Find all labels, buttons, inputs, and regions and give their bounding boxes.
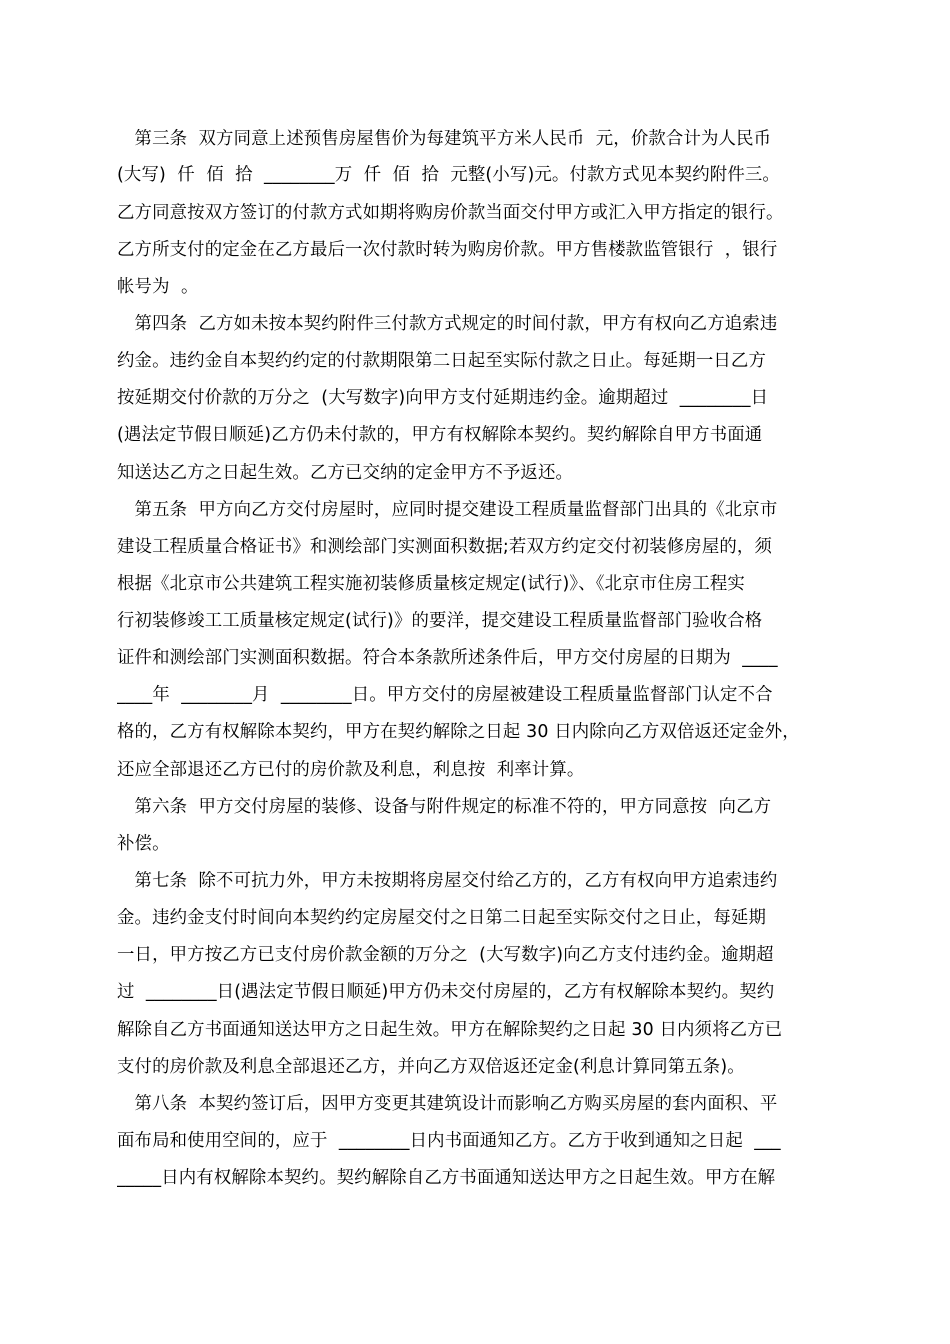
text-line: 格的，乙方有权解除本契约，甲方在契约解除之日起 30 日内除向乙方双倍返还定金外， [117, 722, 800, 742]
text-line: 根据《北京市公共建筑工程实施初装修质量核定规定(试行)》、《北京市住房工程实 [117, 574, 745, 594]
text-line: 知送达乙方之日起生效。乙方已交纳的定金甲方不予返还。 [117, 463, 574, 483]
text-line: (大写) 仟 佰 拾 ________万 仟 佰 拾 元整(小写)元。付款方式见本契约附件三。 [117, 165, 780, 185]
text-line: 行初装修竣工工质量核定规定(试行)》的要洋，提交建设工程质量监督部门验收合格 [117, 611, 763, 631]
text-line: 补偿。 [117, 834, 170, 854]
text-line: 按延期交付价款的万分之 (大写数字)向甲方支付延期违约金。逾期超过 ________日 [117, 388, 769, 408]
text-line: 建设工程质量合格证书》和测绘部门实测面积数据;若双方约定交付初装修房屋的，须 [117, 537, 773, 557]
text-line: 乙方所支付的定金在乙方最后一次付款时转为购房价款。甲方售楼款监管银行 ，银行 [117, 240, 778, 260]
text-line: 第三条 双方同意上述预售房屋售价为每建筑平方米人民币 元，价款合计为人民币 [117, 129, 772, 149]
text-line: 支付的房价款及利息全部退还乙方，并向乙方双倍返还定金(利息计算同第五条)。 [117, 1057, 745, 1077]
text-line: 第七条 除不可抗力外，甲方未按期将房屋交付给乙方的，乙方有权向甲方追索违约 [117, 871, 778, 891]
text-line: 乙方同意按双方签订的付款方式如期将购房价款当面交付甲方或汇入甲方指定的银行。 [117, 203, 784, 223]
text-line: 面布局和使用空间的，应于 ________日内书面通知乙方。乙方于收到通知之日起 ___ [117, 1131, 781, 1151]
text-line: 金。违约金支付时间向本契约约定房屋交付之日第二日起至实际交付之日止，每延期 [117, 908, 767, 928]
text-line: 约金。违约金自本契约约定的付款期限第二日起至实际付款之日止。每延期一日乙方 [117, 351, 767, 371]
text-line: (遇法定节假日顺延)乙方仍未付款的，甲方有权解除本契约。契约解除自甲方书面通 [117, 425, 763, 445]
text-line: ____年 ________月 ________日。甲方交付的房屋被建设工程质量监督部门认定不合 [117, 685, 773, 705]
text-line: 过 ________日(遇法定节假日顺延)甲方仍未交付房屋的，乙方有权解除本契约。契约 [117, 982, 775, 1002]
text-line: 第八条 本契约签订后，因甲方变更其建筑设计而影响乙方购买房屋的套内面积、平 [117, 1094, 778, 1114]
text-line: 证件和测绘部门实测面积数据。符合本条款所述条件后，甲方交付房屋的日期为 ____ [117, 648, 778, 668]
text-line: 第四条 乙方如未按本契约附件三付款方式规定的时间付款，甲方有权向乙方追索违 [117, 314, 778, 334]
text-line: 第五条 甲方向乙方交付房屋时，应同时提交建设工程质量监督部门出具的《北京市 [117, 500, 778, 520]
text-line: 一日，甲方按乙方已支付房价款金额的万分之 (大写数字)向乙方支付违约金。逾期超 [117, 945, 774, 965]
text-line: 第六条 甲方交付房屋的装修、设备与附件规定的标准不符的，甲方同意按 向乙方 [117, 797, 772, 817]
text-line: 解除自乙方书面通知送达甲方之日起生效。甲方在解除契约之日起 30 日内须将乙方已 [117, 1020, 783, 1040]
text-line: 帐号为 。 [117, 277, 199, 297]
text-line: 还应全部退还乙方已付的房价款及利息，利息按 利率计算。 [117, 760, 585, 780]
text-line: _____日内有权解除本契约。契约解除自乙方书面通知送达甲方之日起生效。甲方在解 [117, 1168, 776, 1188]
